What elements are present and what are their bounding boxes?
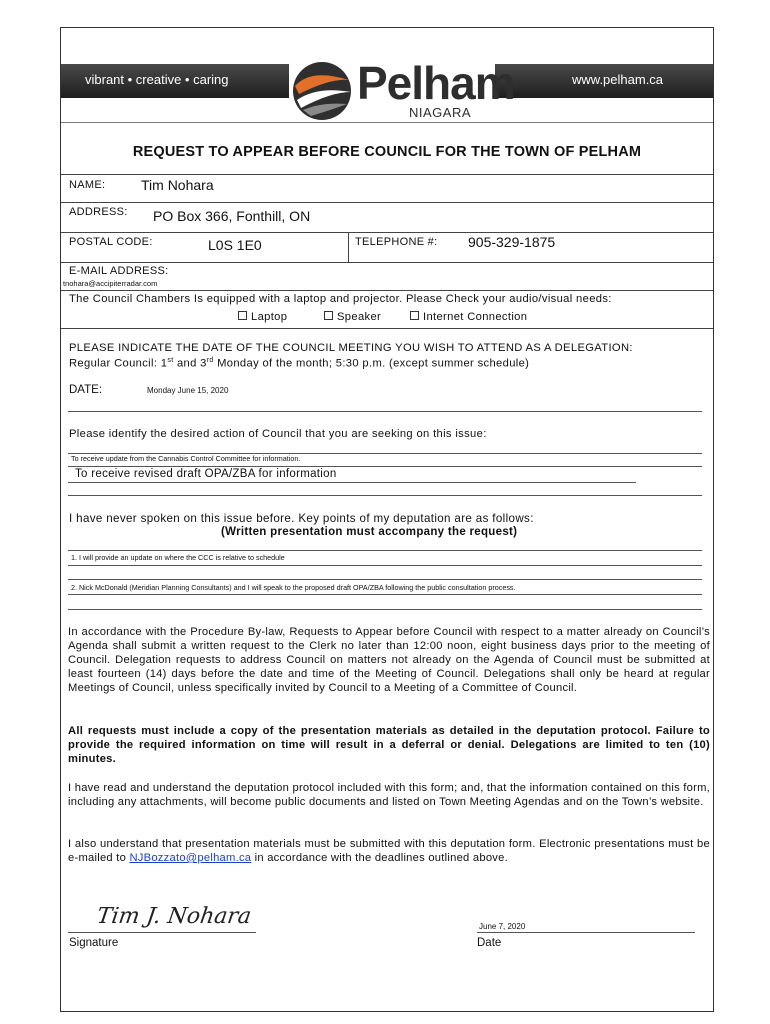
divider (61, 290, 713, 291)
underline (477, 932, 695, 933)
checkbox-icon (410, 311, 419, 320)
name-label: NAME: (69, 179, 106, 191)
underline (68, 932, 256, 933)
clerk-email-link[interactable]: NJBozzato@pelham.ca (129, 852, 252, 864)
electronic-paragraph (68, 837, 710, 865)
speaker-checkbox[interactable] (324, 311, 381, 323)
electronic-text: I also understand that presentation materials must be submitted with this deputation form. Electronic presentations must be e-mailed to (68, 838, 710, 864)
key-point-1[interactable]: 1. I will provide an update on where the CCC is relative to schedule (71, 553, 285, 562)
checkbox-icon (238, 311, 247, 320)
underline (68, 482, 636, 483)
address-field[interactable]: PO Box 366, Fonthill, ON (153, 208, 311, 224)
ordinal-superscript: st (167, 357, 174, 364)
signature-field[interactable]: Tim J. Nohara (95, 904, 253, 929)
postal-code-field[interactable]: L0S 1E0 (208, 237, 262, 253)
signature-label: Signature (69, 937, 119, 949)
checkbox-icon (324, 311, 333, 320)
pelham-logo (289, 57, 515, 124)
postal-code-label: POSTAL CODE: (69, 236, 153, 248)
divider (61, 202, 713, 203)
telephone-label: TELEPHONE #: (355, 236, 438, 248)
divider (61, 174, 713, 175)
underline (68, 495, 702, 496)
header-banner (61, 28, 713, 122)
header-tagline: vibrant • creative • caring (85, 72, 229, 87)
action-instruction: Please identify the desired action of Council that you are seeking on this issue: (69, 428, 487, 440)
underline (68, 466, 702, 467)
meeting-instruction: PLEASE INDICATE THE DATE OF THE COUNCIL MEETING YOU WISH TO ATTEND AS A DELEGATION: (69, 342, 633, 354)
divider (348, 232, 349, 262)
electronic-suffix: in accordance with the deadlines outlined above. (254, 852, 508, 864)
name-field[interactable]: Tim Nohara (141, 177, 214, 193)
action-line-1[interactable]: To receive update from the Cannabis Control Committee for information. (71, 454, 301, 463)
regular-council-mid: and 3 (173, 357, 207, 370)
request-form-page (60, 27, 714, 1012)
logo-subtext: NIAGARA (409, 105, 472, 120)
acknowledgement-paragraph: I have read and understand the deputation protocol included with this form; and, that the information contained on this form, including any attachments, will become public documents and listed on Town Meeting Agendas and on the Town’s website. (68, 782, 710, 808)
key-points-note: (Written presentation must accompany the request) (221, 526, 518, 538)
underline (68, 550, 702, 551)
laptop-checkbox[interactable] (238, 311, 287, 323)
key-points-instruction: I have never spoken on this issue before. Key points of my deputation are as follows: (69, 512, 534, 525)
regular-council-prefix: Regular Council: 1 (69, 357, 168, 370)
logo-text: Pelham (357, 57, 515, 109)
laptop-label: Laptop (251, 311, 288, 323)
procedure-paragraph: In accordance with the Procedure By-law, Requests to Appear before Council with respect to a matter already on Council’s Agenda shall submit a written request to the Clerk no later than 12:00 noon, eight business days prior to the meeting of Council. Delegation requests to address Council on matters not already on the Agenda of Council must be submitted at least fourteen (14) days before the date and time of the Meeting of Council. Delegations shall only be heard at regular Meetings of Council, unless specifically invited by Council to a Meeting of a Committee of Council. (68, 626, 710, 694)
underline (68, 594, 702, 595)
date-label: DATE: (69, 384, 103, 396)
underline (68, 565, 702, 566)
regular-council-suffix: Monday of the month; 5:30 p.m. (except summer schedule) (213, 357, 530, 370)
key-point-2[interactable]: 2. Nick McDonald (Meridian Planning Consultants) and I will speak to the proposed draft OPA/ZBA following the public consultation process. (71, 583, 516, 592)
underline (68, 609, 702, 610)
ordinal-superscript: rd (206, 357, 214, 364)
form-title: REQUEST TO APPEAR BEFORE COUNCIL FOR THE TOWN OF PELHAM (132, 144, 642, 160)
telephone-field[interactable]: 905-329-1875 (468, 234, 556, 250)
meeting-date-field[interactable]: Monday June 15, 2020 (147, 386, 229, 395)
email-field[interactable]: tnohara@accipiterradar.com (63, 279, 158, 288)
requirements-paragraph: All requests must include a copy of the presentation materials as detailed in the deputation protocol. Failure to provide the required information on time will result in a deferral or denial. Delegations are limited to ten (10) minutes. (68, 725, 710, 765)
sign-date-label: Date (477, 937, 502, 949)
header-website: www.pelham.ca (572, 72, 664, 87)
underline (68, 411, 702, 412)
av-needs-text: The Council Chambers Is equipped with a laptop and projector. Please Check your audio/visual needs: (69, 293, 612, 305)
sign-date-field[interactable]: June 7, 2020 (479, 922, 526, 931)
internet-connection-checkbox[interactable] (410, 311, 527, 323)
divider (61, 262, 713, 263)
speaker-label: Speaker (337, 311, 382, 323)
regular-council-text (69, 357, 529, 370)
pelham-globe-icon (291, 60, 353, 122)
address-label: ADDRESS: (69, 206, 128, 218)
header-divider (61, 122, 713, 123)
divider (61, 232, 713, 233)
underline (68, 579, 702, 580)
internet-connection-label: Internet Connection (423, 311, 528, 323)
divider (61, 328, 713, 329)
action-line-2[interactable]: To receive revised draft OPA/ZBA for information (75, 468, 337, 480)
email-label: E-MAIL ADDRESS: (69, 265, 169, 277)
